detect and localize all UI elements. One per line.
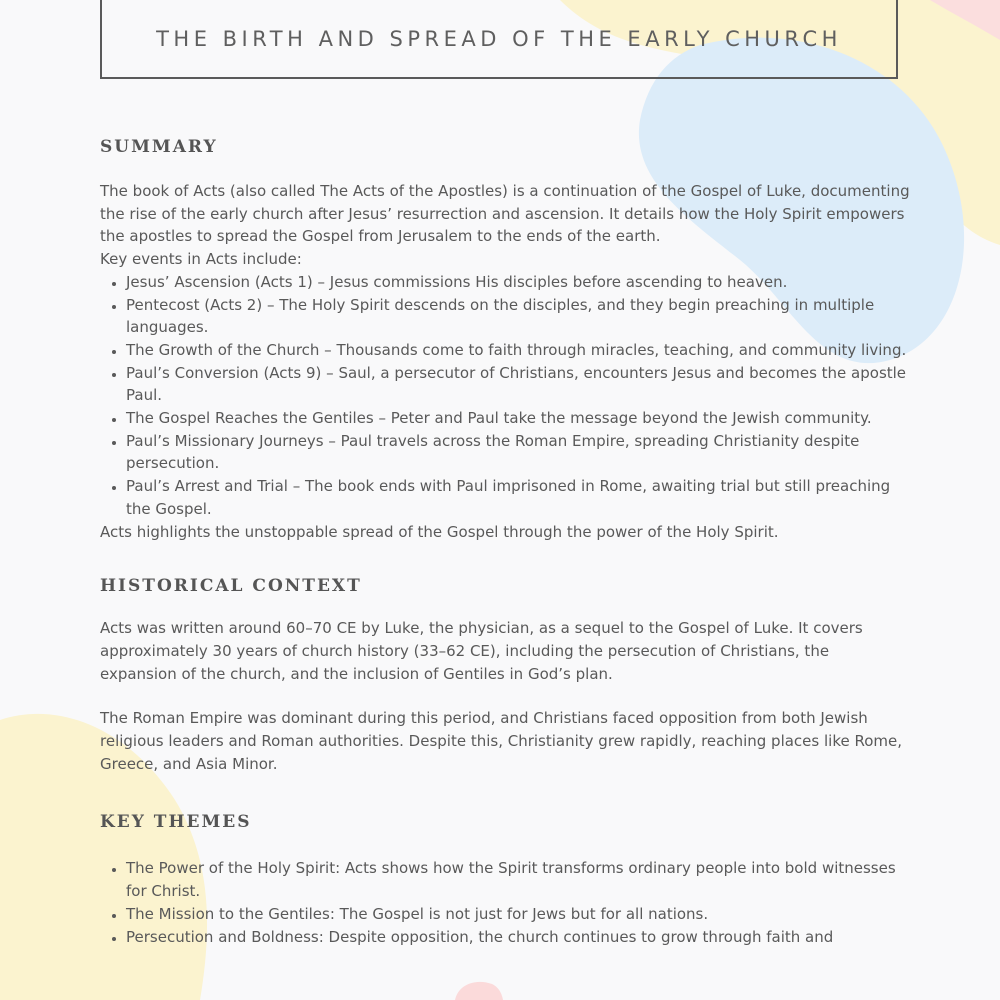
historical-context-heading: HISTORICAL CONTEXT [100, 576, 362, 597]
content [100, 134, 910, 948]
list-item: • Paul’s Missionary Journeys – Paul travels across the Roman Empire, spreading Christianity despite persecution. [126, 430, 910, 475]
page-title: THE BIRTH AND SPREAD OF THE EARLY CHURCH [156, 26, 842, 51]
key-themes-heading: KEY THEMES [100, 812, 252, 833]
title-box [100, 0, 898, 79]
historical-paragraph: Acts was written around 60–70 CE by Luke, the physician, as a sequel to the Gospel of Luke. It covers approximately 30 years of church history (33–62 CE), including the persecution of Christians, the expansion of the church, and the inclusion of Gentiles in God’s plan. [100, 619, 863, 683]
list-item: • Paul’s Arrest and Trial – The book ends with Paul imprisoned in Rome, awaiting trial but still preaching the Gospel. [126, 475, 910, 520]
summary-heading: SUMMARY [100, 137, 218, 157]
summary-list-label: Key events in Acts include: [100, 250, 302, 269]
summary-closing: Acts highlights the unstoppable spread of the Gospel through the power of the Holy Spirit. [100, 522, 779, 541]
key-themes-list [100, 857, 910, 948]
list-item: • Pentecost (Acts 2) – The Holy Spirit descends on the disciples, and they begin preaching in multiple languages. [126, 294, 910, 339]
list-item: • The Growth of the Church – Thousands come to faith through miracles, teaching, and community living. [126, 339, 910, 362]
summary-intro: The book of Acts (also called The Acts of the Apostles) is a continuation of the Gospel of Luke, documenting the rise of the early church after Jesus’ resurrection and ascension. It details how the Holy Spirit empowers the apostles to spread the Gospel from Jerusalem to the ends of the earth. [100, 182, 910, 246]
list-item: • Jesus’ Ascension (Acts 1) – Jesus commissions His disciples before ascending to heaven. [126, 271, 910, 294]
historical-context-section [100, 573, 910, 775]
list-item: • The Gospel Reaches the Gentiles – Peter and Paul take the message beyond the Jewish community. [126, 407, 910, 430]
historical-paragraph: The Roman Empire was dominant during this period, and Christians faced opposition from both Jewish religious leaders and Roman authorities. Despite this, Christianity grew rapidly, reaching places like Rome, Greece, and Asia Minor. [100, 709, 903, 773]
list-item: • The Mission to the Gentiles: The Gospel is not just for Jews but for all nations. [126, 903, 910, 926]
list-item: • The Power of the Holy Spirit: Acts shows how the Spirit transforms ordinary people into bold witnesses for Christ. [126, 857, 910, 902]
key-events-list [100, 271, 910, 521]
list-item: • Paul’s Conversion (Acts 9) – Saul, a persecutor of Christians, encounters Jesus and becomes the apostle Paul. [126, 362, 910, 407]
list-item: • Persecution and Boldness: Despite opposition, the church continues to grow through faith and [126, 926, 910, 949]
key-themes-section [100, 809, 910, 948]
summary-section [100, 134, 910, 543]
